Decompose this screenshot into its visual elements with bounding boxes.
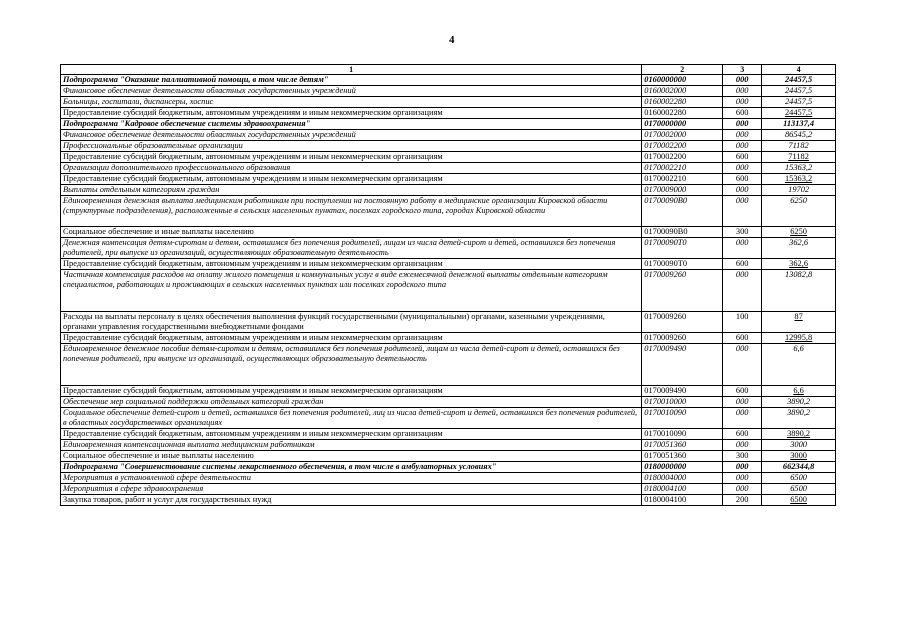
row-expense-type: 000 — [723, 163, 762, 174]
row-name: Подпрограмма "Оказание паллиативной помощи, в том числе детям" — [61, 75, 642, 86]
table-row — [61, 119, 836, 130]
row-name: Финансовое обеспечение деятельности областных государственных учреждений — [61, 86, 642, 97]
row-sum: 662344,8 — [762, 462, 836, 473]
row-sum: 6,6 — [762, 344, 836, 386]
row-name: Единовременное денежное пособие детям-сиротам и детям, оставшимся без попечения родителей, лицам из числа детей-сирот и детей, оставшихся без попечения родителей, при выпуске из организаций, осуществляющих образовательную деятельность — [61, 344, 642, 386]
row-name: Социальное обеспечение и иные выплаты населению — [61, 451, 642, 462]
table-row — [61, 386, 836, 397]
row-sum: 13082,8 — [762, 270, 836, 312]
row-name: Предоставление субсидий бюджетным, автономным учреждениям и иным некоммерческим организациям — [61, 429, 642, 440]
row-name: Профессиональные образовательные организации — [61, 141, 642, 152]
row-sum: 3890,2 — [762, 408, 836, 429]
row-code: 0170002210 — [642, 163, 723, 174]
row-sum: 71182 — [762, 141, 836, 152]
table-row — [61, 259, 836, 270]
row-sum: 15363,2 — [762, 163, 836, 174]
row-expense-type: 000 — [723, 75, 762, 86]
table-row — [61, 163, 836, 174]
table-row — [61, 185, 836, 196]
row-code: 0180000000 — [642, 462, 723, 473]
row-expense-type: 000 — [723, 440, 762, 451]
table-row — [61, 130, 836, 141]
row-expense-type: 000 — [723, 397, 762, 408]
row-code: 0170010000 — [642, 397, 723, 408]
row-name: Предоставление субсидий бюджетным, автономным учреждениям и иным некоммерческим организациям — [61, 108, 642, 119]
row-expense-type: 000 — [723, 141, 762, 152]
row-code: 0170002210 — [642, 174, 723, 185]
row-name: Мероприятия в установленной сфере деятельности — [61, 473, 642, 484]
row-name: Единовременная компенсационная выплата медицинским работникам — [61, 440, 642, 451]
header-col-3: 3 — [723, 65, 762, 75]
row-name: Финансовое обеспечение деятельности областных государственных учреждений — [61, 130, 642, 141]
table-row — [61, 152, 836, 163]
row-sum: 6500 — [762, 495, 836, 506]
row-sum: 19702 — [762, 185, 836, 196]
row-code: 0180004000 — [642, 473, 723, 484]
table-row — [61, 344, 836, 386]
header-col-2: 2 — [642, 65, 723, 75]
table-row — [61, 451, 836, 462]
row-code: 0170009000 — [642, 185, 723, 196]
row-name: Подпрограмма "Кадровое обеспечение системы здравоохранения" — [61, 119, 642, 130]
row-code: 0170009490 — [642, 344, 723, 386]
row-code: 0170009490 — [642, 386, 723, 397]
row-code: 0170000000 — [642, 119, 723, 130]
row-sum: 24457,5 — [762, 86, 836, 97]
table-row — [61, 86, 836, 97]
row-expense-type: 600 — [723, 429, 762, 440]
table-row — [61, 227, 836, 238]
table-row — [61, 473, 836, 484]
row-name: Организации дополнительного профессионального образования — [61, 163, 642, 174]
row-code: 0170010090 — [642, 408, 723, 429]
page-number: 4 — [449, 34, 455, 46]
row-name: Предоставление субсидий бюджетным, автономным учреждениям и иным некоммерческим организациям — [61, 152, 642, 163]
row-name: Предоставление субсидий бюджетным, автономным учреждениям и иным некоммерческим организациям — [61, 174, 642, 185]
row-code: 0160000000 — [642, 75, 723, 86]
table-row — [61, 75, 836, 86]
row-expense-type: 000 — [723, 408, 762, 429]
row-expense-type: 100 — [723, 312, 762, 333]
row-code: 0160002280 — [642, 108, 723, 119]
row-sum: 87 — [762, 312, 836, 333]
header-col-4: 4 — [762, 65, 836, 75]
row-sum: 6250 — [762, 196, 836, 227]
table-row — [61, 141, 836, 152]
row-expense-type: 000 — [723, 86, 762, 97]
table-row — [61, 429, 836, 440]
table-header-row — [61, 65, 836, 75]
row-code: 0170051360 — [642, 440, 723, 451]
row-name: Закупка товаров, работ и услуг для государственных нужд — [61, 495, 642, 506]
row-code: 0180004100 — [642, 484, 723, 495]
row-code: 0170051360 — [642, 451, 723, 462]
row-sum: 6500 — [762, 484, 836, 495]
row-sum: 6500 — [762, 473, 836, 484]
row-sum: 3890,2 — [762, 429, 836, 440]
row-expense-type: 000 — [723, 238, 762, 259]
row-name: Предоставление субсидий бюджетным, автономным учреждениям и иным некоммерческим организациям — [61, 259, 642, 270]
row-name: Выплаты отдельным категориям граждан — [61, 185, 642, 196]
row-code: 0170002200 — [642, 141, 723, 152]
table-row — [61, 397, 836, 408]
row-code: 0170009260 — [642, 312, 723, 333]
row-code: 0160002000 — [642, 86, 723, 97]
table-row — [61, 238, 836, 259]
row-code: 0170010090 — [642, 429, 723, 440]
table-row — [61, 484, 836, 495]
row-expense-type: 000 — [723, 119, 762, 130]
row-expense-type: 600 — [723, 259, 762, 270]
row-name: Подпрограмма "Совершенствование системы лекарственного обеспечения, в том числе в амбулаторных условиях" — [61, 462, 642, 473]
row-sum: 24457,5 — [762, 75, 836, 86]
table-row — [61, 462, 836, 473]
row-expense-type: 000 — [723, 462, 762, 473]
row-expense-type: 000 — [723, 185, 762, 196]
row-sum: 15363,2 — [762, 174, 836, 185]
row-expense-type: 600 — [723, 333, 762, 344]
row-sum: 362,6 — [762, 238, 836, 259]
row-sum: 86545,2 — [762, 130, 836, 141]
table-row — [61, 312, 836, 333]
table-row — [61, 174, 836, 185]
table-row — [61, 270, 836, 312]
row-expense-type: 000 — [723, 130, 762, 141]
row-sum: 12995,8 — [762, 333, 836, 344]
table-row — [61, 97, 836, 108]
row-sum: 71182 — [762, 152, 836, 163]
table-row — [61, 333, 836, 344]
row-expense-type: 600 — [723, 108, 762, 119]
row-sum: 24457,5 — [762, 97, 836, 108]
row-code: 0170009260 — [642, 270, 723, 312]
row-sum: 113137,4 — [762, 119, 836, 130]
row-expense-type: 600 — [723, 174, 762, 185]
row-expense-type: 000 — [723, 344, 762, 386]
header-col-1: 1 — [61, 65, 642, 75]
row-sum: 3000 — [762, 440, 836, 451]
row-name: Мероприятия в сфере здравоохранения — [61, 484, 642, 495]
row-expense-type: 300 — [723, 451, 762, 462]
row-expense-type: 000 — [723, 473, 762, 484]
row-expense-type: 000 — [723, 97, 762, 108]
row-sum: 6,6 — [762, 386, 836, 397]
row-code: 0160002280 — [642, 97, 723, 108]
row-expense-type: 000 — [723, 484, 762, 495]
row-code: 01700090В0 — [642, 227, 723, 238]
row-name: Расходы на выплаты персоналу в целях обеспечения выполнения функций государственными (муниципальными) органами, казенными учреждениями, органами управления государственными внебюджетными фондами — [61, 312, 642, 333]
row-name: Социальное обеспечение и иные выплаты населению — [61, 227, 642, 238]
row-expense-type: 600 — [723, 386, 762, 397]
row-sum: 24457,5 — [762, 108, 836, 119]
table-row — [61, 108, 836, 119]
budget-table — [60, 64, 836, 506]
row-name: Частичная компенсация расходов на оплату жилого помещения и коммунальных услуг в виде ежемесячной денежной выплаты отдельным категориям специалистов, работающих и проживающих в сельских населенных пунктах или поселках городского типа — [61, 270, 642, 312]
row-sum: 3890,2 — [762, 397, 836, 408]
row-code: 0170002200 — [642, 152, 723, 163]
row-expense-type: 300 — [723, 227, 762, 238]
table-row — [61, 440, 836, 451]
row-name: Единовременная денежная выплата медицинским работникам при поступлении на постоянную работу в медицинские организации Кировской области (структурные подразделения), расположенные в сельских населенных пунктах, поселках городского типа, городах Кировской области — [61, 196, 642, 227]
row-name: Предоставление субсидий бюджетным, автономным учреждениям и иным некоммерческим организациям — [61, 386, 642, 397]
budget-table-body — [61, 65, 836, 506]
row-name: Предоставление субсидий бюджетным, автономным учреждениям и иным некоммерческим организациям — [61, 333, 642, 344]
row-sum: 362,6 — [762, 259, 836, 270]
table-row — [61, 408, 836, 429]
row-sum: 6250 — [762, 227, 836, 238]
row-name: Денежная компенсация детям-сиротам и детям, оставшимся без попечения родителей, лицам из числа детей-сирот и детей, оставшихся без попечения родителей, при выпуске из организаций, осуществляющих образовательную деятельность — [61, 238, 642, 259]
row-expense-type: 000 — [723, 196, 762, 227]
row-expense-type: 600 — [723, 152, 762, 163]
row-code: 01700090В0 — [642, 196, 723, 227]
row-code: 0170002000 — [642, 130, 723, 141]
row-expense-type: 200 — [723, 495, 762, 506]
table-row — [61, 495, 836, 506]
row-name: Обеспечение мер социальной поддержки отдельных категорий граждан — [61, 397, 642, 408]
row-name: Больницы, госпитали, диспансеры, хоспис — [61, 97, 642, 108]
table-row — [61, 196, 836, 227]
row-name: Социальное обеспечение детей-сирот и детей, оставшихся без попечения родителей, лиц из числа детей-сирот и детей, оставшихся без попечения родителей, в областных государственных организациях — [61, 408, 642, 429]
row-code: 01700090Т0 — [642, 259, 723, 270]
row-sum: 3000 — [762, 451, 836, 462]
row-code: 0180004100 — [642, 495, 723, 506]
row-code: 0170009260 — [642, 333, 723, 344]
row-code: 01700090Т0 — [642, 238, 723, 259]
row-expense-type: 000 — [723, 270, 762, 312]
